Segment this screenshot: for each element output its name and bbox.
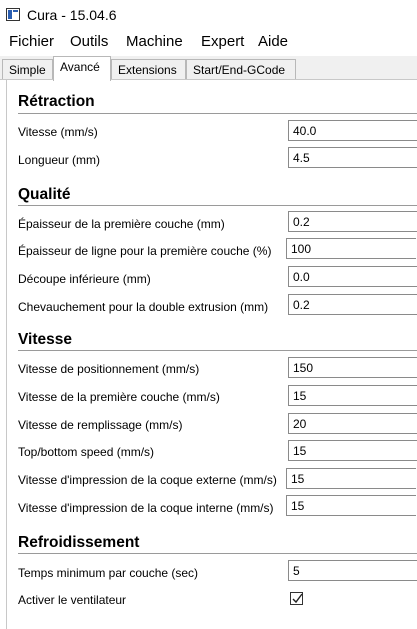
tab-avance[interactable]: Avancé	[53, 56, 111, 81]
menu-machine[interactable]: Machine	[126, 33, 183, 50]
settings-panel	[6, 80, 417, 629]
row-label-first-layer-speed: Vitesse de la première couche (mm/s)	[18, 390, 220, 404]
row-label-cut-off-bottom: Découpe inférieure (mm)	[18, 272, 151, 286]
row-label-retraction-length: Longueur (mm)	[18, 153, 101, 167]
app-icon	[6, 8, 20, 21]
row-label-inner-shell-speed: Vitesse d'impression de la coque interne (mm/s)	[18, 501, 274, 515]
menu-outils[interactable]: Outils	[70, 33, 109, 50]
row-label-top-bottom-speed: Top/bottom speed (mm/s)	[18, 445, 155, 459]
tab-simple[interactable]: Simple	[2, 59, 53, 79]
title-bar	[0, 0, 417, 30]
menu-bar	[0, 30, 417, 54]
row-label-retraction-speed: Vitesse (mm/s)	[18, 125, 98, 139]
section-title-retraction: Rétraction	[18, 93, 95, 110]
input-infill-speed[interactable]: 20	[288, 413, 417, 434]
tab-extensions[interactable]: Extensions	[111, 59, 186, 79]
input-top-bottom-speed[interactable]: 15	[288, 440, 417, 461]
input-dual-extrusion-overlap[interactable]: 0.2	[288, 294, 417, 315]
section-divider	[18, 113, 417, 114]
input-retraction-speed[interactable]: 40.0	[288, 120, 417, 141]
row-label-minimal-layer-time: Temps minimum par couche (sec)	[18, 566, 199, 580]
input-first-layer-speed[interactable]: 15	[288, 385, 417, 406]
input-first-layer-line-width[interactable]: 100	[286, 238, 416, 259]
input-first-layer-thickness[interactable]: 0.2	[288, 211, 417, 232]
row-label-travel-speed: Vitesse de positionnement (mm/s)	[18, 362, 200, 376]
row-label-enable-fan: Activer le ventilateur	[18, 593, 127, 607]
input-inner-shell-speed[interactable]: 15	[286, 495, 416, 516]
row-label-infill-speed: Vitesse de remplissage (mm/s)	[18, 418, 183, 432]
menu-fichier[interactable]: Fichier	[9, 33, 55, 50]
section-title-qualite: Qualité	[18, 186, 71, 203]
input-travel-speed[interactable]: 150	[288, 357, 417, 378]
section-title-refroidissement: Refroidissement	[18, 534, 140, 551]
menu-expert[interactable]: Expert	[201, 33, 245, 50]
row-label-first-layer-line-width: Épaisseur de ligne pour la première couche (%)	[18, 244, 272, 258]
section-title-vitesse: Vitesse	[18, 331, 73, 348]
row-label-first-layer-thickness: Épaisseur de la première couche (mm)	[18, 217, 225, 231]
section-divider	[18, 205, 417, 206]
tab-start-end-gcode[interactable]: Start/End-GCode	[186, 59, 296, 79]
tab-bar	[0, 56, 417, 80]
input-retraction-length[interactable]: 4.5	[288, 147, 417, 168]
input-outer-shell-speed[interactable]: 15	[286, 468, 416, 489]
input-cut-off-bottom[interactable]: 0.0	[288, 266, 417, 287]
window-title: Cura - 15.04.6	[27, 7, 117, 23]
section-divider	[18, 350, 417, 351]
section-divider	[18, 553, 417, 554]
enable-fan-checkbox[interactable]	[290, 592, 303, 605]
row-label-dual-extrusion-overlap: Chevauchement pour la double extrusion (mm)	[18, 300, 269, 314]
menu-aide[interactable]: Aide	[258, 33, 289, 50]
input-minimal-layer-time[interactable]: 5	[288, 560, 417, 581]
row-label-outer-shell-speed: Vitesse d'impression de la coque externe (mm/s)	[18, 473, 277, 487]
checkmark-icon	[291, 592, 304, 605]
